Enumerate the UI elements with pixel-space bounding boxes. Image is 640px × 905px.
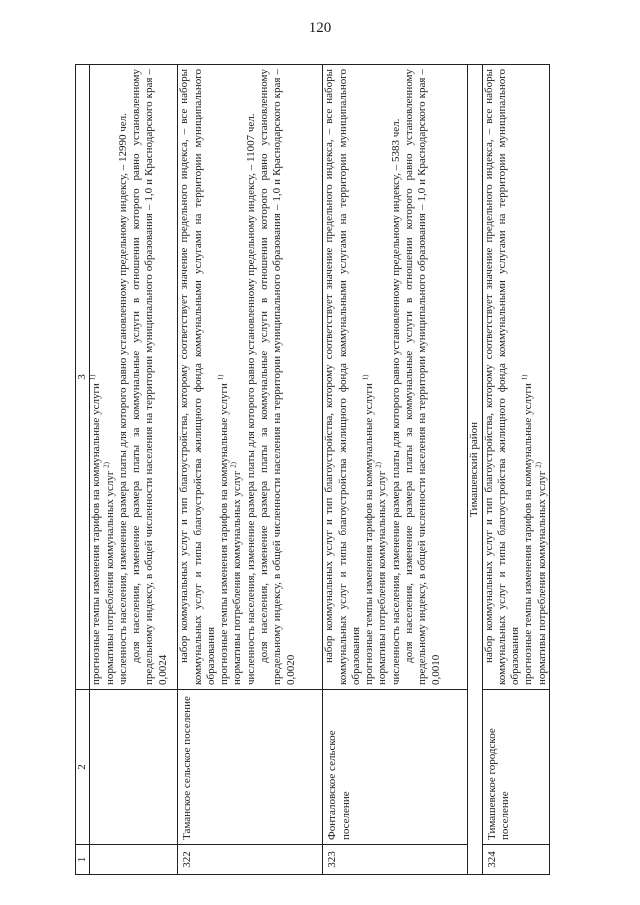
footnote-marker: 2): [374, 462, 383, 468]
row-name: Фонталовское сельское поселение: [323, 690, 468, 845]
row-content-cell: [90, 65, 178, 690]
text-line: численность населения, изменение размера платы для которого равно установленному предельному индексу, – 5383 чел.: [389, 118, 402, 685]
text-line: численность населения, изменение размера платы для которого равно установленному предельному индексу, – 12990 чел.: [116, 113, 129, 685]
footnote-marker: 2): [229, 462, 238, 468]
column-number: 2: [76, 690, 90, 845]
text-line: набор коммунальных услуг и тип благоустройства, которому соответствует значение предельного индекса, – все наборы коммунальных услуг и типы благоустройства жилищного фонда коммунальными услугами на территории муниципального образования: [323, 69, 362, 685]
footnote-marker: 1): [88, 374, 97, 381]
text-line: набор коммунальных услуг и тип благоустройства, которому соответствует значение предельного индекса, – все наборы коммунальных услуг и типы благоустройства жилищного фонда коммунальными услугами на территории муниципального образования: [178, 69, 217, 685]
table-row: [323, 65, 468, 875]
row-name: Тимашевское городское поселение: [482, 690, 549, 845]
row-name-cell: [90, 690, 178, 845]
text-line: нормативы потребления коммунальных услуг: [376, 470, 389, 685]
footnote-marker: 1): [361, 374, 370, 381]
footnote-marker: 1): [216, 374, 225, 381]
row-number-cell: [90, 845, 178, 875]
text-line: прогнозные темпы изменения тарифов на коммунальные услуги: [218, 383, 231, 685]
text-line: прогнозные темпы изменения тарифов на коммунальные услуги: [522, 383, 535, 685]
tariff-table: [75, 64, 550, 875]
column-number-row: [76, 65, 90, 875]
row-number: 324: [482, 845, 549, 875]
footnote-marker: 1): [520, 374, 529, 381]
row-content-cell: [178, 65, 323, 690]
footnote-marker: 2): [101, 462, 110, 468]
row-content-cell: [482, 65, 549, 690]
text-line: набор коммунальных услуг и тип благоустройства, которому соответствует значение предельного индекса, – все наборы коммунальных услуг и типы благоустройства жилищного фонда коммунальными услугами на территории муниципального образования: [482, 69, 522, 685]
text-line: доля населения, изменение размера платы за коммунальные услуги в отношении которого равно установленному предельному индексу, в общей численности населения на территории муниципального образования – 1,0 и Краснодарского края – 0,0024: [130, 69, 169, 685]
row-number: 323: [323, 845, 468, 875]
text-line: численность населения, изменение размера платы для которого равно установленному предельному индексу, – 11007 чел.: [244, 113, 257, 685]
row-name: Таманское сельское поселение: [178, 690, 323, 845]
text-line: нормативы потребления коммунальных услуг: [535, 470, 548, 685]
text-line: прогнозные темпы изменения тарифов на коммунальные услуги: [90, 383, 103, 685]
text-line: прогнозные темпы изменения тарифов на коммунальные услуги: [363, 383, 376, 685]
rotated-table-container: [75, 65, 548, 875]
table-row: [178, 65, 323, 875]
column-number: 3: [76, 65, 90, 690]
row-content-cell: [323, 65, 468, 690]
row-number: 322: [178, 845, 323, 875]
page-number: 120: [308, 20, 332, 36]
text-line: доля населения, изменение размера платы за коммунальные услуги в отношении которого равно установленному предельному индексу, в общей численности населения на территории муниципального образования – 1,0 и Краснодарского края – 0,0020: [258, 69, 297, 685]
region-title: Тимашевский район: [468, 65, 482, 875]
table-row: [90, 65, 178, 875]
text-line: нормативы потребления коммунальных услуг: [231, 470, 244, 685]
text-line: доля населения, изменение размера платы за коммунальные услуги в отношении которого равно установленному предельному индексу, в общей численности населения на территории муниципального образования – 1,0 и Краснодарского края – 0,0010: [403, 69, 442, 685]
footnote-marker: 2): [534, 462, 543, 468]
region-row: [468, 65, 482, 875]
text-line: нормативы потребления коммунальных услуг: [103, 470, 116, 685]
table-row: [482, 65, 549, 875]
column-number: 1: [76, 845, 90, 875]
